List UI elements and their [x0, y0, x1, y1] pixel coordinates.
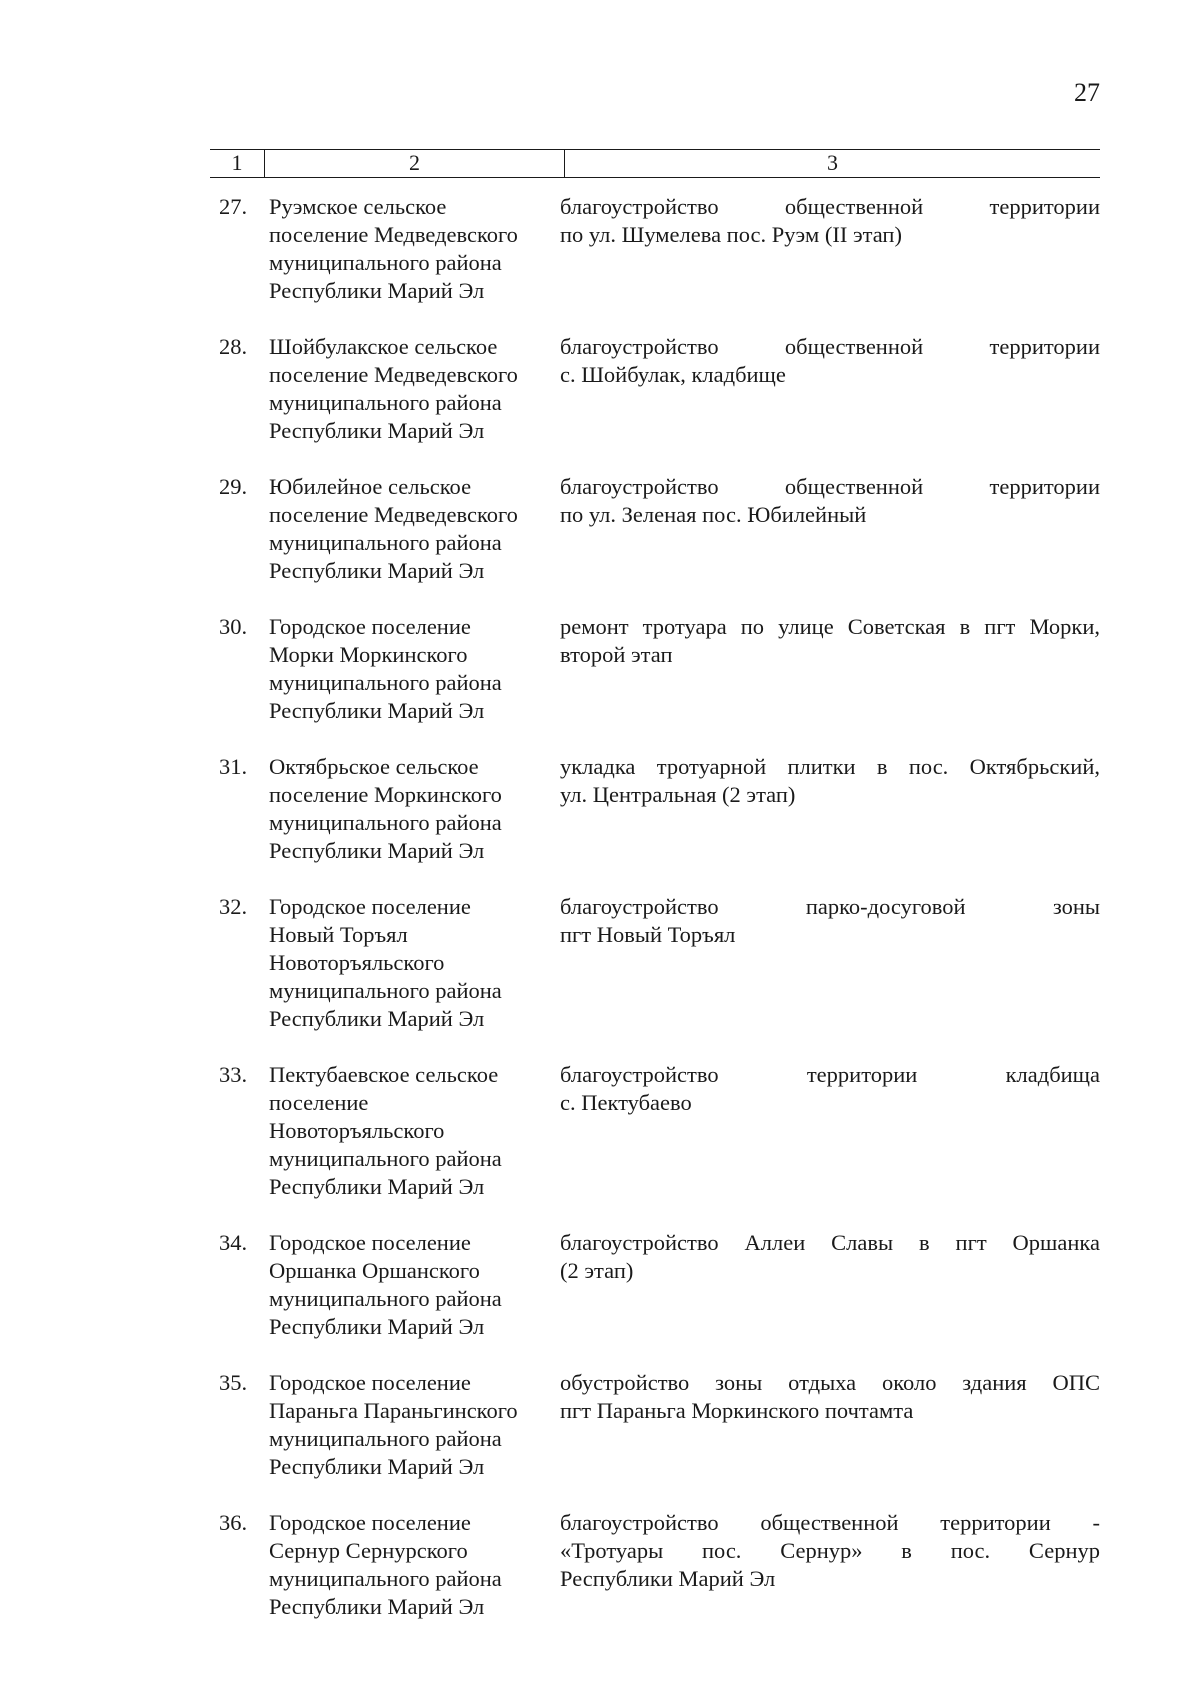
row-number: 30.	[219, 614, 248, 639]
settlement-name: Юбилейное сельское поселение Медведевского муниципального района Республики Марий Эл	[269, 474, 518, 583]
settlement-name: Городское поселение Новый Торъял Новоторъяльского муниципального района Республики Марий Эл	[269, 894, 502, 1031]
project-description	[560, 1061, 1100, 1201]
settlement-name: Городское поселение Морки Моркинского муниципального района Республики Марий Эл	[269, 614, 502, 723]
project-description	[560, 1369, 1100, 1481]
settlement-name: Октябрьское сельское поселение Моркинского муниципального района Республики Марий Эл	[269, 754, 502, 863]
project-line: благоустройство территории кладбища	[560, 1062, 1100, 1087]
row-number: 33.	[219, 1062, 248, 1087]
table-body	[210, 193, 1100, 1649]
project-line: Республики Марий Эл	[560, 1566, 776, 1591]
project-description	[560, 613, 1100, 725]
table-row	[210, 1229, 1100, 1341]
project-line: пгт Новый Торъял	[560, 922, 736, 947]
settlement-name: Городское поселение Параньга Параньгинского муниципального района Республики Марий Эл	[269, 1370, 518, 1479]
table-row	[210, 193, 1100, 305]
row-number: 29.	[219, 474, 248, 499]
header-col-1: 1	[210, 150, 265, 177]
table-row	[210, 473, 1100, 585]
project-line: по ул. Шумелева пос. Руэм (II этап)	[560, 222, 902, 247]
project-line: по ул. Зеленая пос. Юбилейный	[560, 502, 867, 527]
table-row	[210, 753, 1100, 865]
settlement-name: Городское поселение Оршанка Оршанского муниципального района Республики Марий Эл	[269, 1230, 502, 1339]
settlement-name: Городское поселение Сернур Сернурского муниципального района Республики Марий Эл	[269, 1510, 502, 1619]
header-col-3: 3	[827, 150, 838, 175]
project-line: ремонт тротуара по улице Советская в пгт Морки,	[560, 614, 1100, 639]
project-description	[560, 1229, 1100, 1341]
project-line: укладка тротуарной плитки в пос. Октябрьский,	[560, 754, 1100, 779]
project-line: благоустройство общественной территории	[560, 474, 1100, 499]
table-header	[210, 149, 1100, 178]
row-number: 27.	[219, 194, 248, 219]
project-line: благоустройство общественной территории	[560, 334, 1100, 359]
table-row	[210, 1061, 1100, 1201]
project-description	[560, 193, 1100, 305]
row-number: 31.	[219, 754, 248, 779]
project-line: благоустройство общественной территории	[560, 194, 1100, 219]
settlement-name: Руэмское сельское поселение Медведевского муниципального района Республики Марий Эл	[269, 194, 518, 303]
row-number: 34.	[219, 1230, 248, 1255]
settlement-name: Шойбулакское сельское поселение Медведевского муниципального района Республики Марий Эл	[269, 334, 518, 443]
table-row	[210, 1509, 1100, 1621]
project-description	[560, 333, 1100, 445]
project-description	[560, 1509, 1100, 1621]
project-line: с. Шойбулак, кладбище	[560, 362, 786, 387]
project-line: пгт Параньга Моркинского почтамта	[560, 1398, 914, 1423]
row-number: 35.	[219, 1370, 248, 1395]
project-description	[560, 473, 1100, 585]
table-row	[210, 893, 1100, 1033]
project-line: обустройство зоны отдыха около здания ОПС	[560, 1370, 1100, 1395]
project-line: благоустройство парко-досуговой зоны	[560, 894, 1100, 919]
header-col-2: 2	[265, 150, 565, 177]
project-line: благоустройство общественной территории -	[560, 1510, 1100, 1535]
table-row	[210, 613, 1100, 725]
table-row	[210, 333, 1100, 445]
table-row	[210, 1369, 1100, 1481]
project-description	[560, 893, 1100, 1033]
project-line: благоустройство Аллеи Славы в пгт Оршанка	[560, 1230, 1100, 1255]
project-line: с. Пектубаево	[560, 1090, 692, 1115]
page-number: 27	[1074, 78, 1100, 107]
project-line: (2 этап)	[560, 1258, 634, 1283]
project-description	[560, 753, 1100, 865]
settlement-name: Пектубаевское сельское поселение Новоторъяльского муниципального района Республики Марий Эл	[269, 1062, 502, 1199]
row-number: 36.	[219, 1510, 248, 1535]
project-line: «Тротуары пос. Сернур» в пос. Сернур	[560, 1538, 1100, 1563]
project-line: второй этап	[560, 642, 673, 667]
row-number: 28.	[219, 334, 248, 359]
project-line: ул. Центральная (2 этап)	[560, 782, 796, 807]
row-number: 32.	[219, 894, 248, 919]
